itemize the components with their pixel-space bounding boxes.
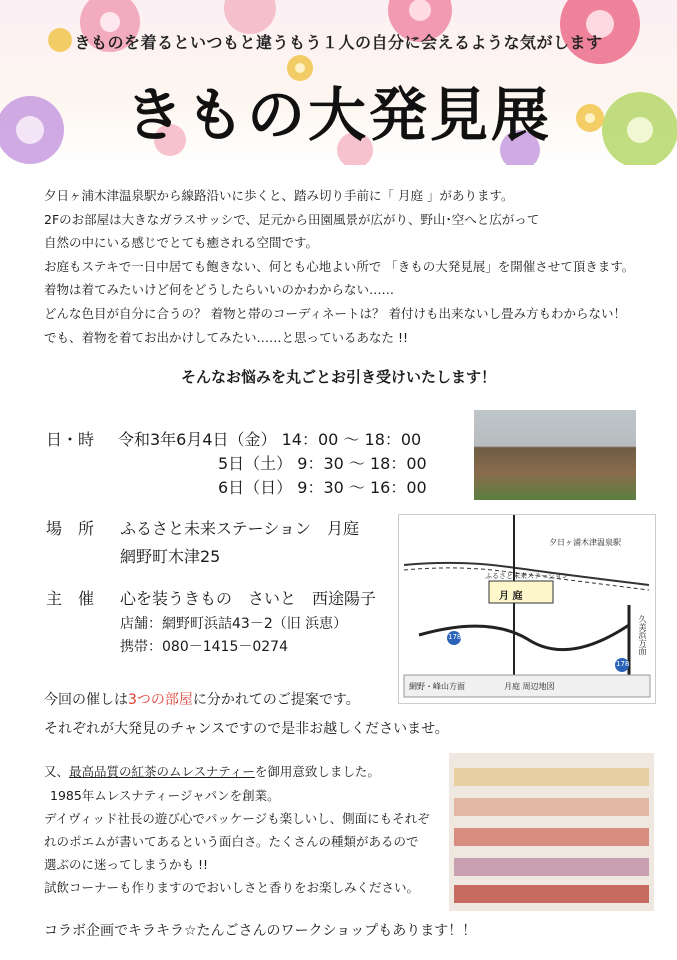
rooms-highlight: 3つの部屋 (128, 692, 193, 708)
schedule-row: 令和3年6月4日（金） 14：00 ～ 18：00 (118, 430, 422, 449)
place-address: 網野町木津25 (120, 547, 221, 566)
map-caption: 月庭 周辺地図 (504, 682, 555, 691)
header-subtitle: きものを着るといつもと違うもう１人の自分に会えるような気がします (74, 33, 603, 52)
organizer-phone: 携帯：080－1415－0274 (120, 639, 288, 655)
map-venue: 月 庭 (499, 591, 523, 602)
tea-text: を御用意致しました。 (254, 764, 380, 779)
tea-shelves-graphic (449, 753, 654, 911)
organizer-store: 店舗：網野町浜詰43－2（旧 浜恵） (120, 616, 348, 632)
tea-line: 試飲コーナーも作りますのでおいしさと香りをお楽しみください。 (44, 880, 420, 895)
schedule-row: 5日（土） 9：30 ～ 18：00 (218, 454, 427, 473)
access-map (398, 514, 656, 704)
intro-line: 2Fのお部屋は大きなガラスサッシで、足元から田園風景が広がり、野山･空へと広がって (44, 211, 540, 227)
route-number: 178 (448, 633, 462, 641)
tea-text: 又、 (44, 764, 70, 779)
intro-line: 着物は着てみたいけど何をどうしたらいいのかわからない…… (44, 282, 395, 298)
headline: そんなお悩みを丸ごとお引き受けいたします！ (180, 368, 496, 386)
tea-line: 1985年ムレスナティージャパンを創業。 (50, 788, 280, 803)
intro-line: 夕日ヶ浦木津温泉駅から線路沿いに歩くと、踏み切り手前に「 月庭 」があります。 (44, 188, 514, 203)
venue-photo (474, 410, 636, 500)
intro-paragraph (44, 184, 654, 349)
rooms-text: 今回の催しは (44, 692, 128, 708)
schedule-label: 日・時 (46, 430, 95, 449)
intro-line: どんな色目が自分に合うの？ 着物と帯のコーディネートは？ 着付けも出来ないし畳み方もわからない！ (44, 305, 626, 321)
tea-line (44, 762, 380, 780)
tea-line: デイヴィッド社長の遊び心でパッケージも楽しいし、側面にもそれぞ (44, 811, 430, 826)
rooms-line: それぞれが大発見のチャンスですので是非お越しくださいませ。 (44, 721, 449, 737)
rooms-text: に分かれてのご提案です。 (192, 692, 360, 708)
place-label: 場 所 (46, 519, 95, 538)
route-number: 178 (616, 660, 630, 668)
map-direction-right: 久美浜方面 (638, 615, 647, 655)
map-direction-left: 網野・峰山方面 (409, 682, 465, 691)
intro-line: 自然の中にいる感じでとても癒される空間です。 (44, 235, 319, 251)
place-name: ふるさと未来ステーション 月庭 (120, 519, 360, 538)
footer-note: コラボ企画でキラキラ☆たんごさんのワークショップもあります！！ (44, 923, 477, 939)
intro-line: でも、着物を着てお出かけしてみたい……と思っているあなた !! (44, 329, 408, 345)
tea-line: 選ぶのに迷ってしまうかも !! (44, 857, 208, 872)
header-banner (0, 0, 677, 165)
map-venue-note: ふるさと未来ステーション (485, 572, 569, 580)
organizer-name: 心を装うきもの さいと 西途陽子 (120, 589, 377, 608)
tea-shop-photo (449, 753, 654, 911)
intro-line: お庭もステキで一日中居ても飽きない、何とも心地よい所で 「きもの大発見展」を開催させて頂きます。 (44, 258, 635, 274)
tea-highlight: 最高品質の紅茶のムレスナティー (69, 764, 255, 779)
rooms-line (44, 689, 360, 709)
page-title: きもの大発見展 (124, 81, 552, 149)
organizer-label: 主 催 (46, 589, 95, 608)
map-station: 夕日ヶ浦木津温泉駅 (549, 538, 621, 547)
tea-line: れのポエムが書いてあるという面白さ。たくさんの種類があるので (44, 834, 419, 849)
schedule-row: 6日（日） 9：30 ～ 16：00 (218, 478, 427, 497)
